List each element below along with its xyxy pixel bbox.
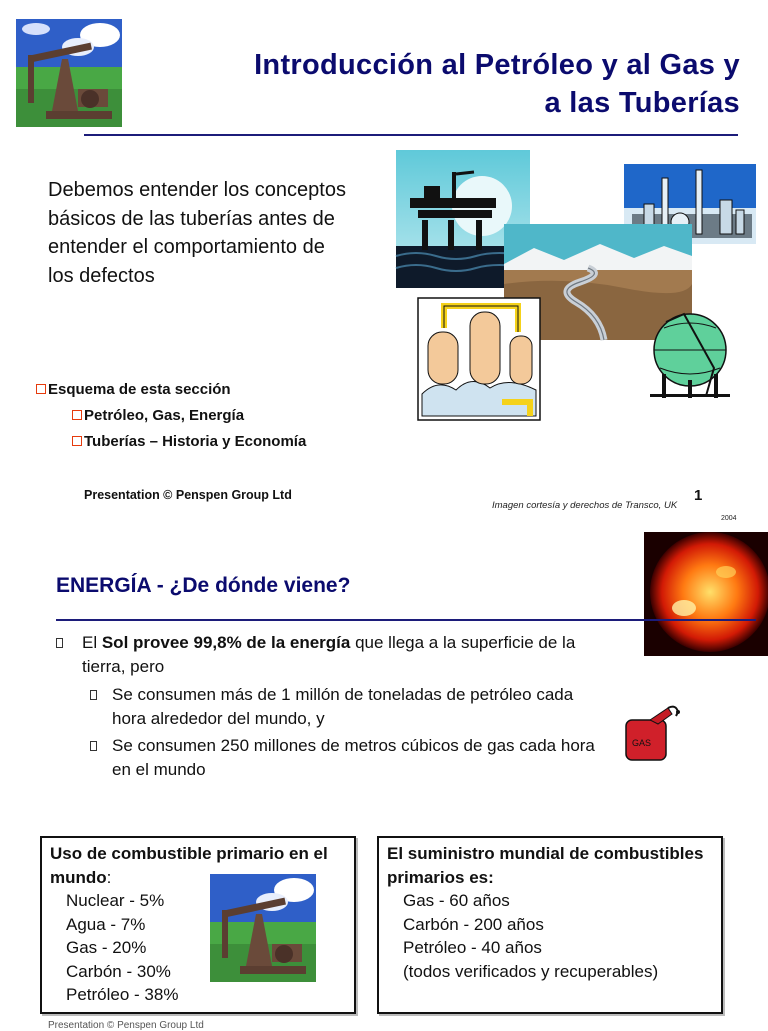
gas-can-icon <box>620 700 684 764</box>
footer-copyright: Presentation © Penspen Group Ltd <box>84 488 292 502</box>
slide-2 <box>0 528 768 1031</box>
outline-sub-1 <box>36 402 306 428</box>
bullet-1-bold: Sol provee 99,8% de la energía <box>101 633 351 652</box>
bullet-sun-energy <box>56 631 616 679</box>
fuel-use-heading-text: Uso de combustible primario en el mundo <box>50 844 328 887</box>
fuel-use-item: Carbón - 30% <box>66 961 171 981</box>
bullet-1-post: que llega a la superficie de la tierra, pero <box>82 633 576 676</box>
image-credit: Imagen cortesía y derechos de Transco, UK <box>492 500 678 511</box>
pumpjack-clipart <box>16 19 122 127</box>
fuel-use-item: Agua - 7% <box>66 914 146 934</box>
outline-sub-2-label: Tuberías – Historia y Economía <box>84 432 307 450</box>
spherical-tank-clipart <box>644 308 736 398</box>
fuel-supply-item: Gas - 60 años <box>403 891 510 910</box>
slide-title: ENERGÍA - ¿De dónde viene? <box>56 574 351 597</box>
page-number: 1 <box>694 487 703 504</box>
square-bullet-icon <box>56 638 63 648</box>
title-line-1: Introducción al Petróleo y al Gas y <box>254 49 740 81</box>
gas-plant-clipart <box>418 298 540 420</box>
bullet-3-text: Se consumen 250 millones de metros cúbicos de gas cada hora en el mundo <box>112 736 595 779</box>
fuel-supply-box <box>377 836 723 1014</box>
title-line-2: a las Tuberías <box>544 87 740 119</box>
fuel-supply-item: (todos verificados y recuperables) <box>403 961 659 981</box>
intro-paragraph: Debemos entender los conceptos básicos de las tuberías antes de entender el comportamiento de los defectos <box>48 179 346 287</box>
bullet-2-text: Se consumen más de 1 millón de toneladas de petróleo cada hora alrededor del mundo, y <box>112 685 574 728</box>
primary-fuel-use-box <box>40 836 356 1014</box>
bullet-1-pre: El <box>82 633 102 652</box>
square-bullet-icon <box>90 741 97 751</box>
fuel-supply-item: Carbón - 200 años <box>403 914 544 934</box>
footer-year: 2004 <box>721 515 737 522</box>
fuel-use-item: Nuclear - 5% <box>66 891 165 910</box>
title-underline <box>56 619 756 621</box>
slide-title <box>120 46 740 122</box>
outline-main-label: Esquema de esta sección <box>48 380 231 398</box>
fuel-supply-item: Petróleo - 40 años <box>403 938 542 957</box>
bullet-oil-consumption <box>90 683 610 731</box>
fuel-use-item: Petróleo - 38% <box>66 985 179 1004</box>
title-underline <box>84 134 738 136</box>
square-bullet-icon <box>90 690 97 700</box>
pumpjack-clipart <box>210 874 316 982</box>
outline-main <box>36 376 306 402</box>
checkbox-bullet-icon <box>72 410 82 420</box>
fuel-use-heading-colon: : <box>106 867 112 887</box>
outline-sub-1-label: Petróleo, Gas, Energía <box>84 406 245 424</box>
outline-sub-2 <box>36 428 306 454</box>
bullet-1-text <box>56 631 616 679</box>
checkbox-bullet-icon <box>36 384 46 394</box>
gas-can-label: GAS <box>632 738 652 748</box>
section-outline <box>36 376 306 454</box>
fuel-supply-heading: El suministro mundial de combustibles primarios es: <box>387 844 704 887</box>
footer-copyright-cut: Presentation © Penspen Group Ltd <box>48 1020 204 1031</box>
fuel-use-item: Gas - 20% <box>66 938 147 957</box>
bullet-gas-consumption <box>90 734 610 782</box>
sun-photo <box>644 532 768 656</box>
checkbox-bullet-icon <box>72 436 82 446</box>
